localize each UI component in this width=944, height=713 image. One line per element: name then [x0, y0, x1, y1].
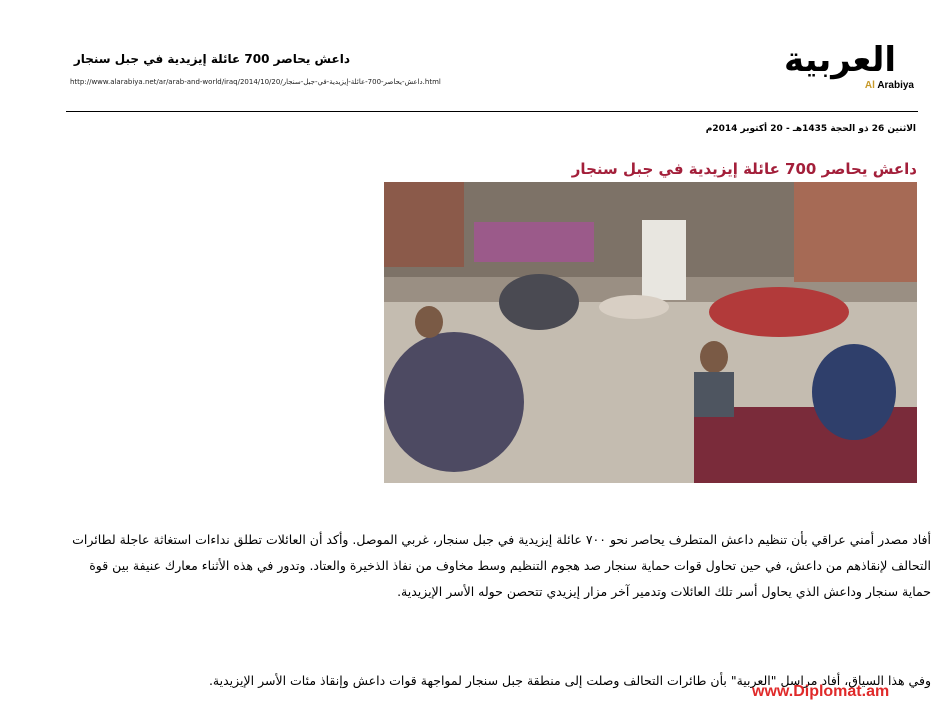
- header-title: داعش يحاصر 700 عائلة إيزيدية في جبل سنجار: [73, 52, 350, 66]
- article-date: الاثنين 26 ذو الحجة 1435هـ - 20 أكتوبر 2014م: [705, 124, 916, 134]
- article-paragraph-1: أفاد مصدر أمني عراقي بأن تنظيم داعش المتطرف يحاصر نحو ٧٠٠ عائلة إيزيدية في جبل سنجار، غربي الموصل. وأكد أن العائلات تطلق نداءات استغاثة عاجلة لطائرات التحالف لإنقاذهم من داعش، في حين تحاول قوات حماية سنجار صد هجوم التنظيم وسط مخاوف من نفاذ الذخيرة والعتاد. وتدور في هذه الأثناء معارك عنيفة بين قوة حماية سنجار وداعش الذي يحاول أسر تلك العائلات وتدمير آخر مزار إيزيدي تتحصن حوله الأسر الإيزيدية.: [72, 532, 931, 599]
- alarabiya-logo[interactable]: [783, 40, 920, 96]
- header-url[interactable]: http://www.alarabiya.net/ar/arab-and-world/iraq/2014/10/20/داعش-يحاصر-700-عائلة-إيزيدية-في-جبل-سنجار.html: [70, 78, 441, 86]
- logo-latin-text: [865, 80, 914, 91]
- header-divider: [66, 111, 918, 112]
- article-paragraph-2: وفي هذا السياق، أفاد مراسل "العربية" بأن طائرات التحالف وصلت إلى منطقة جبل سنجار لمواجهة قوات داعش وإنقاذ مئات الأسر الإيزيدية.: [208, 673, 931, 688]
- article-photo: [384, 182, 917, 483]
- watermark: www.Diplomat.am: [752, 683, 890, 700]
- article-title: داعش يحاصر 700 عائلة إيزيدية في جبل سنجار: [571, 160, 917, 178]
- logo-latin-prefix: Al: [864, 80, 875, 91]
- logo-latin-name: Arabiya: [877, 80, 914, 91]
- logo-arabic-text: العربية: [783, 40, 896, 80]
- photo-illustration: [384, 182, 917, 483]
